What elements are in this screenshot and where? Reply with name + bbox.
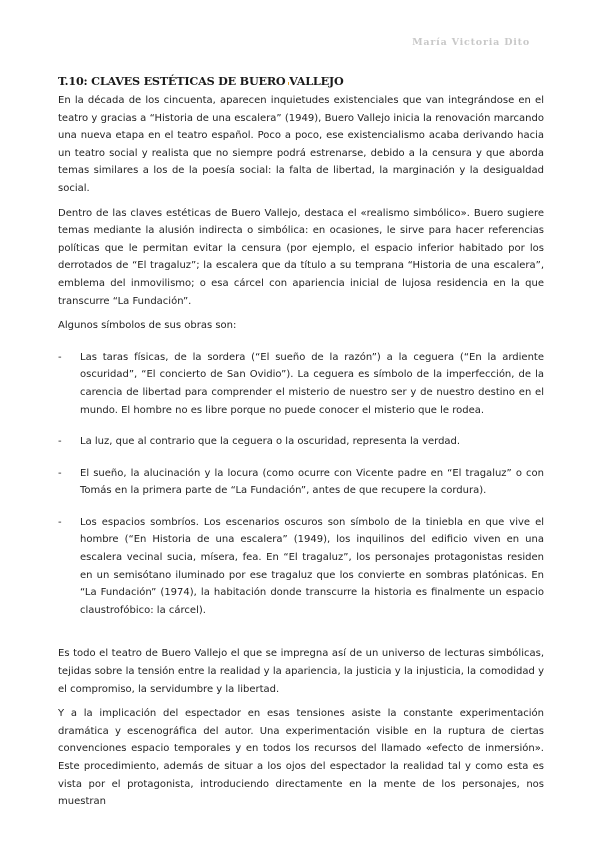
list-item [58, 514, 544, 620]
paragraph-universo: Es todo el teatro de Buero Vallejo el que se impregna así de un universo de lecturas simbólicas, tejidas sobre la tensión entre la realidad y la apariencia, la justicia y la injusticia, la comodidad y el compromiso, la servidumbre y la libertad. [58, 648, 544, 695]
list-item [58, 465, 544, 500]
section-title: T.10: CLAVES ESTÉTICAS DE BUERO VALLEJO [58, 74, 344, 88]
document-body [58, 72, 544, 818]
bullet: - [58, 436, 62, 448]
symbols-list [58, 349, 544, 620]
paragraph-symbols-intro: Algunos símbolos de sus obras son: [58, 320, 237, 332]
list-item [58, 433, 544, 451]
paragraph-espectador: Y a la implicación del espectador en esas tensiones asiste la constante experimentación dramática y escenográfica del autor. Una experimentación visible en la ruptura de ciertas convenciones espacio temporales y en todos los recursos del llamado «efecto de inmersión». Este procedimiento, además de situar a los ojos del espectador la realidad tal y como esta es vista por el protagonista, introduciendo directamente en la mente de los personajes, nos muestran [58, 708, 544, 808]
list-item-text: La luz, que al contrario que la ceguera o la oscuridad, representa la verdad. [80, 436, 461, 448]
list-item-text: El sueño, la alucinación y la locura (como ocurre con Vicente padre en “El tragaluz” o con Tomás en la primera parte de “La Fundación”, antes de que recupere la cordura). [80, 467, 544, 497]
list-item-text: Los espacios sombríos. Los escenarios oscuros son símbolo de la tiniebla en que vive el hombre (“En Historia de una escalera” (1949), los inquilinos del edificio viven en una escalera vecinal sucia, mísera, fea. En “El tragaluz”, los personajes protagonistas residen en un semisótano iluminado por ese tragaluz que los convierte en sombras platónicas. En “La Fundación” (1974), la habitación donde transcurre la historia es finalmente un espacio claustrofóbico: la cárcel). [80, 516, 544, 616]
bullet: - [58, 467, 62, 479]
list-item-text: Las taras físicas, de la sordera (“El sueño de la razón”) a la ceguera (“En la ardiente oscuridad”, “El concierto de San Ovidio”). La ceguera es símbolo de la imperfección, de la carencia de libertad para comprender el misterio de nuestro ser y de nuestro destino en el mundo. El hombre no es libre porque no puede conocer el misterio que le rodea. [80, 351, 544, 416]
list-item [58, 349, 544, 419]
bullet: - [58, 351, 62, 363]
bullet: - [58, 516, 62, 528]
paragraph-intro: En la década de los cincuenta, aparecen inquietudes existenciales que van integrándose en el teatro y gracias a “Historia de una escalera” (1949), Buero Vallejo inicia la renovación marcando una nueva etapa en el teatro español. Poco a poco, ese existencialismo acaba derivando hacia un teatro social y realista que no siempre podrá estrenarse, debido a la censura y que aborda temas similares a los de la poesía social: la falta de libertad, la marginación y la desigualdad social. [58, 95, 544, 194]
paragraph-claves: Dentro de las claves estéticas de Buero Vallejo, destaca el «realismo simbólico». Buero sugiere temas mediante la alusión indirecta o simbólica: en ocasiones, le sirve para hacer referencias políticas que le permitan evitar la censura (por ejemplo, el espacio inferior habitado por los derrotados de “El tragaluz”; la escalera que da título a su temprana “Historia de una escalera”, emblema del inmovilismo; o esa cárcel con apariencia inicial de lujosa residencia en la que transcurre “La Fundación”. [58, 207, 544, 307]
author-name: María Victoria Dito [412, 37, 530, 48]
